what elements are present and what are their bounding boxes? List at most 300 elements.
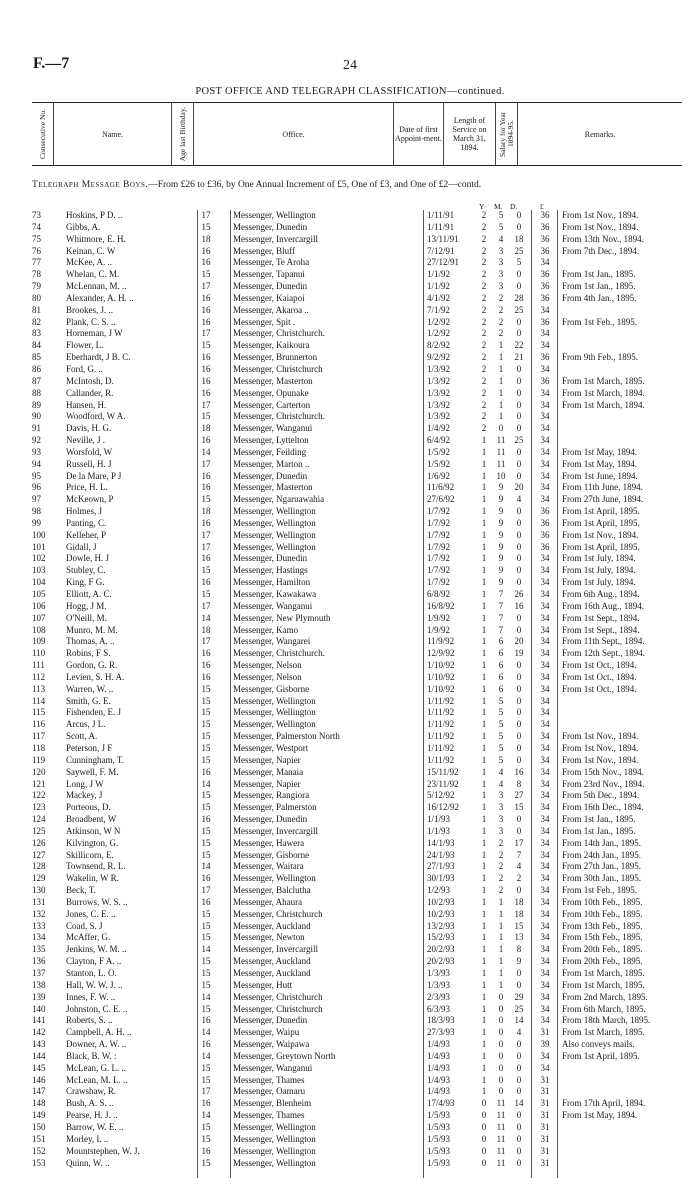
- row-remarks: From 13th Feb., 1895.: [562, 920, 643, 931]
- row-years: 1: [481, 577, 487, 588]
- row-remarks: From 1st April, 1895.: [562, 517, 640, 528]
- row-years: 1: [481, 683, 487, 694]
- row-months: 5: [498, 210, 504, 220]
- row-office: Messenger, Waitara: [233, 861, 304, 872]
- row-years: 1: [481, 482, 487, 493]
- table-row: [32, 613, 692, 625]
- row-age: 16: [201, 352, 211, 363]
- row-age: 15: [201, 1062, 211, 1073]
- table-row: [32, 400, 692, 412]
- row-office: Messenger, Kawakawa: [233, 589, 317, 599]
- row-remarks: From 1st March, 1895.: [562, 1027, 645, 1038]
- row-years: 1: [481, 541, 487, 552]
- row-remarks: From 11th June, 1894.: [562, 482, 643, 493]
- table-row: [32, 601, 692, 613]
- row-years: 1: [481, 1015, 487, 1026]
- row-salary: 36: [540, 292, 550, 303]
- row-remarks: From 6th March, 1895.: [562, 1003, 646, 1014]
- row-salary: 34: [540, 896, 550, 907]
- row-remarks: From 1st Nov., 1894.: [562, 221, 639, 232]
- table-row: [32, 814, 692, 826]
- row-months: 6: [498, 636, 504, 647]
- table-row: [32, 317, 692, 329]
- row-salary: 34: [540, 411, 550, 422]
- row-name: Wakelin, W R.: [66, 873, 119, 884]
- row-days: 8: [516, 778, 522, 789]
- row-days: 0: [516, 423, 522, 434]
- table-row: [32, 565, 692, 577]
- row-age: 15: [201, 979, 211, 990]
- row-date: 1/5/93: [427, 1145, 451, 1156]
- row-remarks: From 1st April, 1895.: [562, 1050, 640, 1061]
- row-salary: 34: [540, 671, 550, 682]
- row-office: Messenger, Wellington: [233, 695, 316, 706]
- row-days: 26: [514, 589, 524, 599]
- row-number: 133: [32, 920, 46, 931]
- row-months: 1: [498, 920, 504, 931]
- header-service: Length of Service on March 31, 1894.: [444, 103, 496, 165]
- row-number: 83: [32, 328, 41, 339]
- row-days: 0: [516, 1062, 522, 1073]
- row-salary: 34: [540, 849, 550, 860]
- row-number: 79: [32, 281, 41, 292]
- row-salary: 36: [540, 210, 550, 220]
- row-remarks: From 27th June, 1894.: [562, 494, 644, 505]
- row-office: Messenger, Dunedin: [233, 814, 308, 825]
- table-row: [32, 589, 692, 601]
- table-row: [32, 636, 692, 648]
- row-name: Gidall, J: [66, 541, 97, 552]
- row-remarks: From 16th Dec., 1894.: [562, 802, 644, 813]
- row-months: 7: [498, 624, 504, 635]
- row-age: 16: [201, 766, 211, 777]
- row-office: Messenger, Christchurch: [233, 363, 323, 374]
- row-salary: 36: [540, 352, 550, 363]
- row-date: 1/3/93: [427, 968, 451, 978]
- row-remarks: From 10th Feb., 1895.: [562, 908, 643, 919]
- table-row: [32, 861, 692, 873]
- row-remarks: From 1st March, 1895.: [562, 375, 645, 386]
- row-age: 16: [201, 375, 211, 386]
- row-years: 1: [481, 600, 487, 611]
- table-row: [32, 897, 692, 909]
- row-name: Flower, L.: [66, 340, 104, 351]
- row-office: Messenger, Wangarei: [233, 636, 311, 647]
- row-number: 135: [32, 944, 46, 955]
- row-remarks: From 1st Oct., 1894.: [562, 660, 637, 671]
- page-reference: F.—7: [33, 55, 70, 72]
- row-name: Morley, I. ..: [66, 1133, 109, 1144]
- row-number: 145: [32, 1062, 46, 1073]
- row-months: 1: [498, 896, 504, 907]
- row-days: 20: [514, 482, 524, 493]
- row-number: 153: [32, 1157, 46, 1168]
- row-salary: 34: [540, 1015, 550, 1026]
- row-remarks: From 23rd Nov., 1894.: [562, 778, 645, 789]
- row-number: 119: [32, 754, 46, 765]
- table-row: [32, 423, 692, 435]
- row-office: Messenger, Wellington: [233, 873, 316, 884]
- row-name: Burrows, W. S. ..: [66, 896, 128, 907]
- table-row: [32, 1158, 692, 1170]
- table-row: [32, 873, 692, 885]
- row-name: Barrow, W. E. ..: [66, 1121, 124, 1132]
- row-office: Messenger, Hamilton: [233, 577, 311, 588]
- row-name: De la Mare, P J: [66, 470, 122, 481]
- row-date: 1/7/92: [427, 506, 451, 517]
- row-remarks: From 1st May, 1894.: [562, 1110, 638, 1121]
- row-days: 0: [516, 1157, 522, 1168]
- row-name: Innes, F. W. ..: [66, 991, 116, 1002]
- table-row: [32, 1146, 692, 1158]
- row-years: 0: [481, 1098, 487, 1109]
- row-remarks: From 1st Nov., 1894.: [562, 529, 639, 540]
- row-days: 0: [516, 328, 522, 339]
- row-years: 1: [481, 754, 487, 765]
- row-name: McLean, G. L. ..: [66, 1062, 126, 1073]
- row-days: 5: [516, 257, 522, 268]
- row-number: 103: [32, 565, 46, 576]
- row-name: Roberts, S. ..: [66, 1015, 113, 1026]
- row-name: Downer, A. W. ..: [66, 1039, 127, 1050]
- row-number: 85: [32, 352, 41, 363]
- row-office: Messenger, Wanganui: [233, 1062, 313, 1073]
- row-days: 0: [516, 683, 522, 694]
- row-office: Messenger, Kamo: [233, 624, 299, 635]
- row-salary: 36: [540, 541, 550, 552]
- row-years: 1: [481, 1003, 487, 1014]
- row-name: Eberhardt, J B. C.: [66, 352, 131, 363]
- row-office: Messenger, Blenheim: [233, 1098, 312, 1109]
- row-remarks: From 1st March, 1895.: [562, 968, 645, 978]
- row-date: 16/8/92: [427, 600, 455, 611]
- row-date: 1/1/92: [427, 281, 451, 292]
- row-remarks: From 9th Feb., 1895.: [562, 352, 639, 363]
- row-date: 16/12/92: [427, 802, 460, 813]
- row-months: 5: [498, 742, 504, 753]
- row-months: 1: [498, 352, 504, 363]
- row-months: 1: [498, 908, 504, 919]
- row-age: 14: [201, 991, 211, 1002]
- row-days: 0: [516, 316, 522, 327]
- table-row: [32, 944, 692, 956]
- row-months: 0: [498, 991, 504, 1002]
- row-office: Messenger, Ngaruawahia: [233, 494, 325, 505]
- section-heading: [32, 180, 692, 190]
- row-number: 115: [32, 707, 46, 718]
- row-months: 9: [498, 494, 504, 505]
- row-days: 8: [516, 944, 522, 955]
- row-years: 1: [481, 837, 487, 848]
- row-date: 18/3/93: [427, 1015, 455, 1026]
- row-number: 76: [32, 245, 41, 256]
- row-days: 0: [516, 825, 522, 836]
- row-age: 15: [201, 968, 211, 978]
- table-row: [32, 293, 692, 305]
- row-name: Crawshaw, R.: [66, 1086, 117, 1097]
- row-days: 14: [514, 1098, 524, 1109]
- row-months: 1: [498, 944, 504, 955]
- row-days: 13: [514, 932, 524, 943]
- row-remarks: From 1st Sept., 1894.: [562, 612, 640, 623]
- row-remarks: From 1st Nov., 1894.: [562, 210, 639, 220]
- table-row: [32, 1015, 692, 1027]
- row-days: 21: [514, 352, 524, 363]
- row-months: 3: [498, 790, 504, 801]
- row-date: 1/11/92: [427, 754, 455, 765]
- row-remarks: From 14th Jan., 1895.: [562, 837, 642, 848]
- row-salary: 36: [540, 221, 550, 232]
- header-remarks: Remarks.: [584, 129, 616, 139]
- row-days: 17: [514, 837, 524, 848]
- row-years: 2: [481, 221, 487, 232]
- row-number: 91: [32, 423, 41, 434]
- row-office: Messenger, Wellington: [233, 707, 316, 718]
- row-months: 0: [498, 1074, 504, 1085]
- table-row: [32, 447, 692, 459]
- row-date: 1/1/92: [427, 269, 451, 280]
- row-age: 14: [201, 861, 211, 872]
- table-row: [32, 281, 692, 293]
- row-remarks: From 1st Jan., 1895.: [562, 814, 636, 825]
- table-row: [32, 506, 692, 518]
- row-office: Messenger, Feilding: [233, 446, 307, 457]
- row-years: 1: [481, 719, 487, 730]
- row-name: Horneman, J W: [66, 328, 123, 339]
- row-remarks: From 1st Nov., 1894.: [562, 742, 639, 753]
- row-date: 1/5/93: [427, 1133, 451, 1144]
- row-number: 105: [32, 589, 46, 599]
- row-date: 1/11/92: [427, 719, 455, 730]
- row-salary: 34: [540, 636, 550, 647]
- row-years: 1: [481, 991, 487, 1002]
- row-days: 16: [514, 766, 524, 777]
- row-years: 1: [481, 648, 487, 659]
- row-age: 15: [201, 719, 211, 730]
- row-years: 1: [481, 494, 487, 505]
- row-salary: 34: [540, 742, 550, 753]
- table-row: [32, 376, 692, 388]
- row-months: 0: [498, 1062, 504, 1073]
- row-number: 144: [32, 1050, 46, 1061]
- row-days: 16: [514, 600, 524, 611]
- row-name: Davis, H. G.: [66, 423, 112, 434]
- row-age: 17: [201, 636, 211, 647]
- row-days: 7: [516, 849, 522, 860]
- row-name: Hogg, J M.: [66, 600, 107, 611]
- row-salary: 31: [540, 1110, 550, 1121]
- row-number: 125: [32, 825, 46, 836]
- row-number: 104: [32, 577, 46, 588]
- row-age: 15: [201, 742, 211, 753]
- row-date: 6/4/92: [427, 435, 451, 446]
- row-name: Keinan, C. W: [66, 245, 116, 256]
- row-salary: 34: [540, 825, 550, 836]
- row-name: Gordon, G. R.: [66, 660, 118, 671]
- row-office: Messenger, Balclutha: [233, 885, 311, 896]
- table-row: [32, 850, 692, 862]
- row-age: 15: [201, 754, 211, 765]
- row-age: 14: [201, 944, 211, 955]
- row-days: 0: [516, 624, 522, 635]
- row-date: 1/6/92: [427, 470, 451, 481]
- row-years: 1: [481, 885, 487, 896]
- row-months: 5: [498, 719, 504, 730]
- row-office: Messenger, Newton: [233, 932, 305, 943]
- row-age: 18: [201, 506, 211, 517]
- row-name: Dowle, H. J: [66, 553, 109, 564]
- row-name: Beck, T.: [66, 885, 96, 896]
- row-years: 0: [481, 1157, 487, 1168]
- row-days: 0: [516, 541, 522, 552]
- row-date: 1/2/92: [427, 316, 451, 327]
- row-age: 17: [201, 210, 211, 220]
- row-age: 15: [201, 920, 211, 931]
- row-date: 1/11/91: [427, 221, 455, 232]
- page-title: POST OFFICE AND TELEGRAPH CLASSIFICATION—continued.: [195, 86, 505, 97]
- row-date: 8/2/92: [427, 340, 451, 351]
- row-age: 14: [201, 778, 211, 789]
- row-office: Messenger, Marton ..: [233, 458, 310, 469]
- row-months: 1: [498, 968, 504, 978]
- row-age: 18: [201, 624, 211, 635]
- row-name: Robins, F S.: [66, 648, 111, 659]
- row-remarks: From 1st July, 1894.: [562, 553, 636, 564]
- row-salary: 31: [540, 1098, 550, 1109]
- row-date: 1/7/92: [427, 541, 451, 552]
- row-date: 1/7/92: [427, 553, 451, 564]
- row-age: 14: [201, 1027, 211, 1038]
- row-remarks: From 6th Aug., 1894.: [562, 589, 640, 599]
- row-remarks: From 1st Feb., 1895.: [562, 316, 638, 327]
- row-salary: 34: [540, 932, 550, 943]
- row-number: 97: [32, 494, 41, 505]
- row-name: Jenkins, W. M. ..: [66, 944, 127, 955]
- row-salary: 34: [540, 660, 550, 671]
- row-date: 1/4/92: [427, 423, 451, 434]
- row-number: 132: [32, 908, 46, 919]
- row-number: 120: [32, 766, 46, 777]
- row-age: 15: [201, 589, 211, 599]
- header-office: Office.: [194, 103, 394, 165]
- row-days: 0: [516, 565, 522, 576]
- row-date: 27/12/91: [427, 257, 460, 268]
- row-months: 9: [498, 565, 504, 576]
- row-salary: 34: [540, 707, 550, 718]
- row-salary: 34: [540, 340, 550, 351]
- row-salary: 31: [540, 1086, 550, 1097]
- row-name: Stubley, C.: [66, 565, 106, 576]
- row-days: 4: [516, 1027, 522, 1038]
- table-row: [32, 838, 692, 850]
- row-number: 87: [32, 375, 41, 386]
- row-name: McLennan, M. ..: [66, 281, 127, 292]
- row-salary: 34: [540, 494, 550, 505]
- row-years: 1: [481, 825, 487, 836]
- row-years: 1: [481, 1039, 487, 1050]
- row-office: Messenger, Dunedin: [233, 221, 308, 232]
- row-office: Messenger, Dunedin: [233, 470, 308, 481]
- row-days: 18: [514, 233, 524, 244]
- row-salary: 34: [540, 837, 550, 848]
- row-name: Munro, M. M.: [66, 624, 118, 635]
- row-number: 89: [32, 399, 41, 410]
- row-months: 11: [496, 1098, 506, 1109]
- row-number: 152: [32, 1145, 46, 1156]
- row-office: Messenger, Wellington: [233, 210, 316, 220]
- row-months: 6: [498, 648, 504, 659]
- row-salary: 36: [540, 375, 550, 386]
- row-date: 17/4/93: [427, 1098, 455, 1109]
- row-date: 15/11/92: [427, 766, 459, 777]
- row-months: 11: [496, 435, 506, 446]
- table-row: [32, 1063, 692, 1075]
- row-salary: 34: [540, 991, 550, 1002]
- table-row: [32, 1004, 692, 1016]
- row-number: 140: [32, 1003, 46, 1014]
- row-days: 0: [516, 210, 522, 220]
- row-months: 1: [498, 956, 504, 967]
- row-number: 75: [32, 233, 41, 244]
- row-years: 2: [481, 387, 487, 398]
- row-number: 111: [32, 660, 45, 671]
- table-row: [32, 482, 692, 494]
- row-age: 15: [201, 565, 211, 576]
- row-age: 18: [201, 423, 211, 434]
- table-row: [32, 246, 692, 258]
- row-number: 109: [32, 636, 46, 647]
- row-days: 0: [516, 577, 522, 588]
- row-salary: 36: [540, 245, 550, 256]
- row-date: 13/11/91: [427, 233, 459, 244]
- row-months: 1: [498, 399, 504, 410]
- row-months: 11: [496, 1145, 506, 1156]
- row-number: 96: [32, 482, 41, 493]
- row-age: 16: [201, 671, 211, 682]
- row-age: 16: [201, 814, 211, 825]
- table-row: [32, 1039, 692, 1051]
- row-months: 9: [498, 506, 504, 517]
- row-office: Messenger, Kaiapoi: [233, 292, 305, 303]
- row-days: 25: [514, 435, 524, 446]
- row-days: 27: [514, 790, 524, 801]
- row-remarks: From 16th Aug., 1894.: [562, 600, 645, 611]
- row-age: 16: [201, 873, 211, 884]
- row-name: Ford, G. ..: [66, 363, 104, 374]
- row-years: 2: [481, 423, 487, 434]
- row-office: Messenger, Hawera: [233, 837, 305, 848]
- row-office: Messenger, Hutt: [233, 979, 293, 990]
- row-name: Whelan, C. M.: [66, 269, 120, 280]
- row-salary: 34: [540, 612, 550, 623]
- row-years: 1: [481, 790, 487, 801]
- row-date: 1/1/93: [427, 814, 451, 825]
- row-days: 0: [516, 446, 522, 457]
- row-days: 0: [516, 707, 522, 718]
- row-number: 141: [32, 1015, 46, 1026]
- row-months: 0: [498, 423, 504, 434]
- row-years: 1: [481, 896, 487, 907]
- row-remarks: From 24th Jan., 1895.: [562, 849, 642, 860]
- row-salary: 36: [540, 517, 550, 528]
- row-number: 90: [32, 411, 41, 422]
- row-months: 2: [498, 885, 504, 896]
- row-months: 1: [498, 340, 504, 351]
- row-name: Long, J W: [66, 778, 104, 789]
- table-row: [32, 625, 692, 637]
- row-months: 9: [498, 482, 504, 493]
- row-name: Levien, S. H. A.: [66, 671, 125, 682]
